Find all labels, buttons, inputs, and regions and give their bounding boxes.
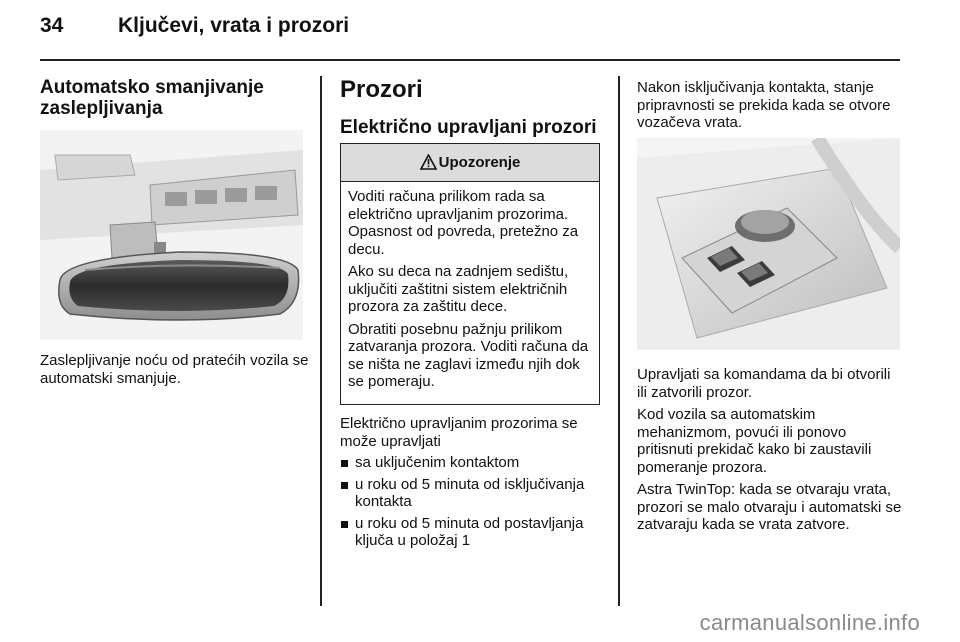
automatic-paragraph: Kod vozila sa automatskim mehanizmom, povući ili ponovo pritisnuti prekidač kako bi zaustavili pomeranje prozora. <box>637 406 872 476</box>
warning-body <box>341 182 599 391</box>
list-item <box>340 476 605 511</box>
list-item <box>340 454 605 472</box>
middle-body <box>340 415 605 554</box>
mirror-caption: Zaslepljivanje noću od pratećih vozila se automatski smanjuje. <box>40 352 309 387</box>
twintop-paragraph: Astra TwinTop: kada se otvaraju vrata, prozori se malo otvaraju i automatski se zatvaraju kada se vrata zatvore. <box>637 481 902 533</box>
list-item-text: u roku od 5 minuta od isključivanja kontakta <box>355 475 585 510</box>
prozori-heading: Prozori <box>340 76 423 103</box>
section-heading <box>40 77 310 119</box>
bullet-square-icon <box>341 460 348 467</box>
list-item-text: sa uključenim kontaktom <box>355 454 520 471</box>
warning-header <box>341 144 599 182</box>
warning-paragraph: Ako su deca na zadnjem sedištu, uključiti zaštitni sistem električnih prozora za zaštitu dece. <box>348 263 569 315</box>
watermark: carmanualsonline.info <box>699 610 920 635</box>
list-item-text: u roku od 5 minuta od postavljanja ključa u položaj 1 <box>355 514 584 549</box>
conditions-list <box>340 454 605 550</box>
operation-paragraph: Upravljati sa komandama da bi otvorili ili zatvorili prozor. <box>637 366 891 401</box>
column-divider-right <box>618 76 620 606</box>
warning-title: Upozorenje <box>438 154 521 171</box>
warning-triangle-icon <box>420 154 437 170</box>
section-heading-line1: Automatsko smanjivanje <box>40 77 264 98</box>
section-heading-line2: zaslepljivanja <box>40 98 163 119</box>
list-item <box>340 515 605 550</box>
warning-paragraph: Voditi računa prilikom rada sa električno upravljanim prozorima. Opasnost od povreda, pretežno za decu. <box>348 188 579 258</box>
windows-intro: Električno upravljanim prozorima se može upravljati <box>340 415 578 450</box>
column-divider-left <box>320 76 322 606</box>
page-title: Ključevi, vrata i prozori <box>118 14 350 37</box>
page-number: 34 <box>40 14 64 37</box>
window-switch-illustration <box>637 138 900 350</box>
header-rule <box>40 59 900 61</box>
warning-box <box>340 143 600 405</box>
right-body <box>637 366 902 539</box>
standby-text: Nakon isključivanja kontakta, stanje pripravnosti se prekida kada se otvore vozačeva vrata. <box>637 79 891 131</box>
rearview-mirror-illustration <box>40 130 303 340</box>
electric-windows-subheading: Električno upravljani prozori <box>340 117 597 138</box>
bullet-square-icon <box>341 521 348 528</box>
bullet-square-icon <box>341 482 348 489</box>
warning-paragraph: Obratiti posebnu pažnju prilikom zatvaranja prozora. Voditi računa da se ništa ne zaglavi između njih dok se pomeraju. <box>348 320 589 390</box>
